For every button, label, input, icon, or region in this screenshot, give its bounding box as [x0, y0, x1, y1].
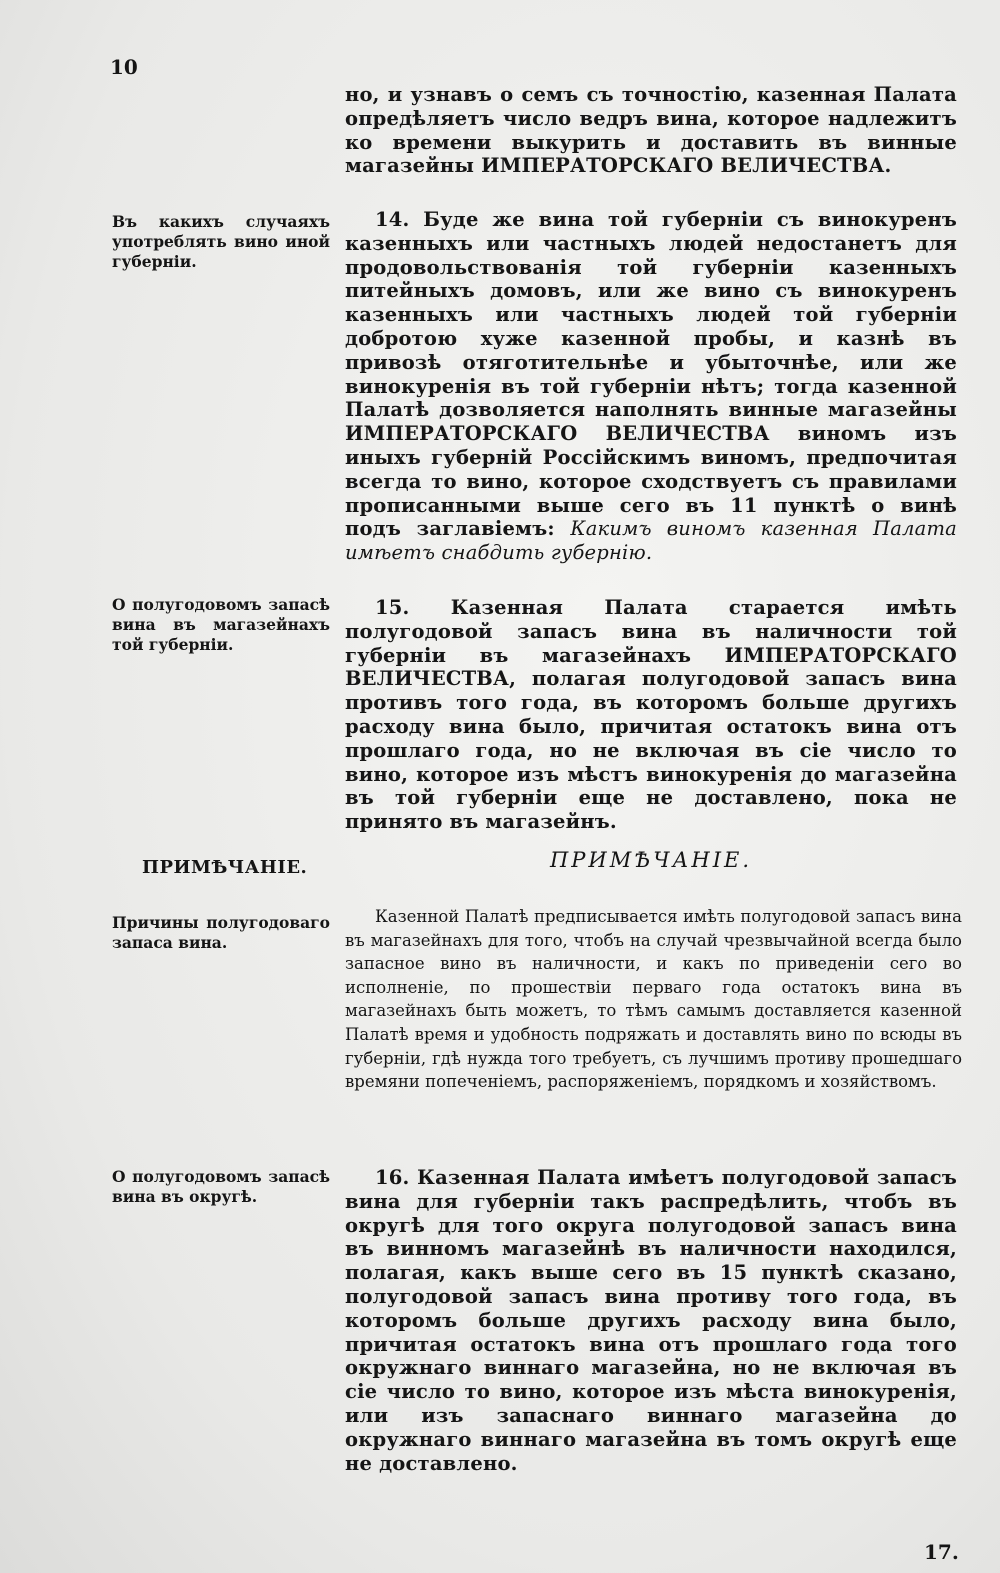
note-heading-margin: ПРИМѢЧАНІЕ. [142, 857, 308, 878]
margin-note-15: О полугодовомъ запасѣ вина въ магазейнахъ той губерніи. [112, 595, 330, 654]
margin-note-reasons: Причины полугодоваго запаса вина. [112, 913, 330, 952]
catchword: 17. [924, 1540, 959, 1564]
note-paragraph: Казенной Палатѣ предписывается имѣть полугодовой запасъ вина въ магазейнахъ для того, чтобъ на случай чрезвычайной всегда было запасное вино въ наличности, и какъ по приведеніи сего во исполненіе, по прошествіи перваго года остатокъ вина въ магазейнахъ быть можетъ, то тѣмъ самымъ доставляется казенной Палатѣ время и удобность подряжать и доставлять вино по всюды въ губерніи, гдѣ нужда того требуетъ, съ лучшимъ противу прошедшаго времяни попеченіемъ, распоряженіемъ, порядкомъ и хозяйствомъ. [345, 907, 962, 1092]
paragraph-14 [345, 208, 957, 565]
note-heading: ПРИМѢЧАНІЕ. [549, 848, 752, 872]
paragraph-14-text: 14. Буде же вина той губерніи съ винокуренъ казенныхъ или частныхъ людей недостанетъ для продовольствованія той губерніи казенныхъ питейныхъ домовъ, или же вино съ винокуренъ казенныхъ или частныхъ людей той губерніи добротою хуже казенной пробы, и казнѣ въ привозѣ отяготительнѣе и убыточнѣе, или же винокуренія въ той губерніи нѣтъ; тогда казенной Палатѣ дозволяется наполнять винные магазейны ИМПЕРАТОРСКАГО ВЕЛИЧЕСТВА виномъ изъ иныхъ губерній Россійскимъ виномъ, предпочитая всегда то вино, которое сходствуетъ съ правилами прописанными выше сего въ 11 пунктѣ о винѣ подъ заглавіемъ: [345, 208, 957, 541]
margin-note-14: Въ какихъ случаяхъ употреблять вино иной губерніи. [112, 212, 330, 271]
paragraph-14-italic-title: Какимъ виномъ казенная Палата имѣетъ снабдить губернію. [345, 517, 957, 565]
paragraph-16: 16. Казенная Палата имѣетъ полугодовой запасъ вина для губерніи такъ распредѣлить, чтобъ въ округѣ для того округа полугодовой запасъ вина въ винномъ магазейнѣ въ наличности находился, полагая, какъ выше сего въ 15 пунктѣ сказано, полугодовой запасъ вина противу того года, въ которомъ больше другихъ расходу вина было, причитая остатокъ вина отъ прошлаго года того окружнаго виннаго магазейна, но не включая въ сіе число то вино, которое изъ мѣста винокуренія, или изъ запаснаго виннаго магазейна до окружнаго виннаго магазейна въ томъ округѣ еще не доставлено. [345, 1166, 957, 1475]
paragraph-continuation: но, и узнавъ о семъ съ точностію, казенная Палата опредѣляетъ число ведръ вина, которое надлежитъ ко времени выкурить и доставить въ винные магазейны ИМПЕРАТОРСКАГО ВЕЛИЧЕСТВА. [345, 83, 957, 178]
page-number: 10 [110, 55, 138, 79]
paragraph-15: 15. Казенная Палата старается имѣть полугодовой запасъ вина въ наличности той губерніи въ магазейнахъ ИМПЕРАТОРСКАГО ВЕЛИЧЕСТВА, полагая полугодовой запасъ вина противъ того года, въ которомъ больше другихъ расходу вина было, причитая остатокъ вина отъ прошлаго года, но не включая въ сіе число то вино, которое изъ мѣстъ винокуренія до магазейна въ той губерніи еще не доставлено, пока не принято въ магазейнъ. [345, 596, 957, 834]
margin-note-16: О полугодовомъ запасѣ вина въ округѣ. [112, 1167, 330, 1206]
